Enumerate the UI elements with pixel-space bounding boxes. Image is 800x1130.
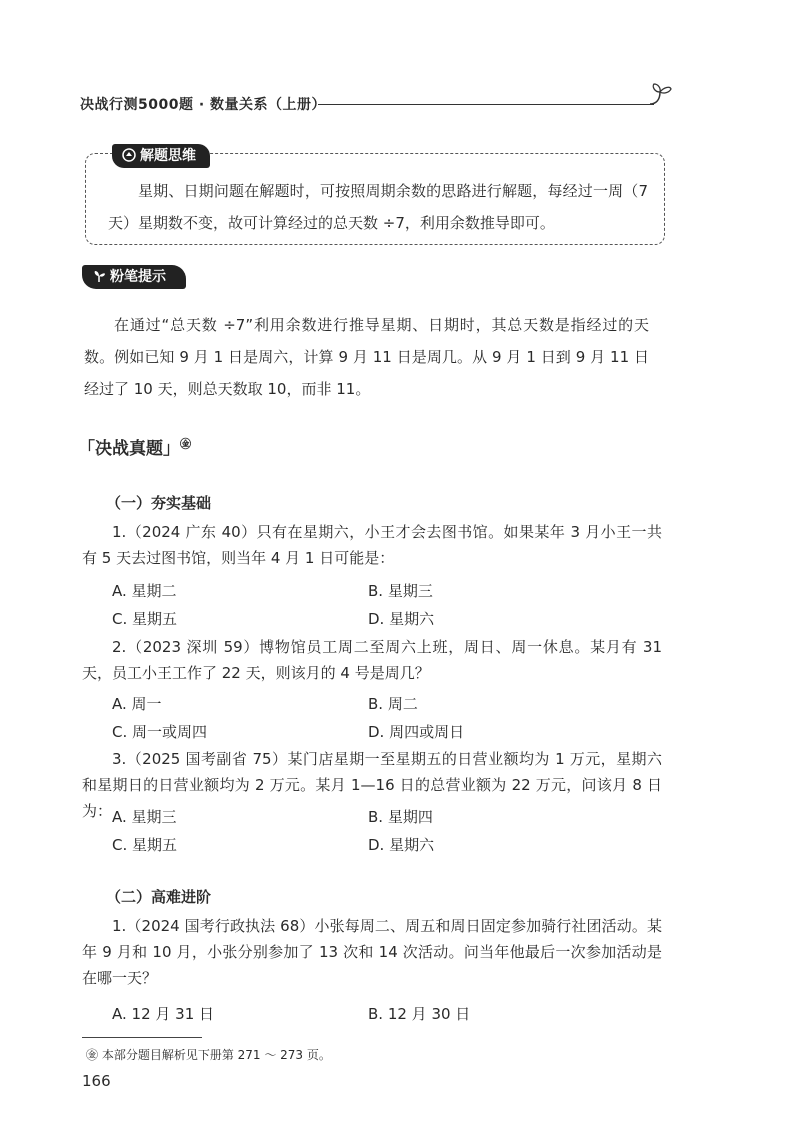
option-d: D. 星期六 — [368, 610, 435, 628]
question-stem: 2.（2023 深圳 59）博物馆员工周二至周六上班，周日、周一休息。某月有 31 天，员工小王工作了 22 天，则该月的 4 号是周几？ — [82, 638, 662, 682]
option-b: B. 周二 — [368, 695, 418, 713]
thinking-tag — [112, 144, 210, 168]
option-a: A. 星期二 — [112, 582, 177, 600]
option-c: C. 星期五 — [112, 836, 178, 854]
section-title — [78, 434, 191, 459]
question-stem: 3.（2025 国考副省 75）某门店星期一至星期五的日营业额均为 1 万元，星期六和星期日的日营业额均为 2 万元。某月 1—16 日的总营业额为 22 万元，问该月 8 日为： — [82, 750, 662, 820]
section-title-text: 「决战真题」 — [78, 439, 180, 459]
tip-text: 在通过“总天数 ÷7”利用余数进行推导星期、日期时，其总天数是指经过的天数。例如已知 9 月 1 日是周六，计算 9 月 11 日是周几。从 9 月 1 日到 9 月 11 日经过了 10 天，则总天数取 10，而非 11。 — [84, 316, 649, 398]
sprout-icon — [646, 80, 674, 108]
badge-icon — [122, 148, 136, 162]
footnote-mark: ㊎ — [180, 437, 191, 451]
option-a: A. 星期三 — [112, 808, 177, 826]
option-c: C. 周一或周四 — [112, 723, 208, 741]
thinking-label: 解题思维 — [140, 148, 196, 164]
option-b: B. 星期三 — [368, 582, 433, 600]
question-2 — [82, 634, 662, 686]
tip-tag — [82, 265, 186, 289]
header-rule — [318, 104, 654, 105]
option-d: D. 星期六 — [368, 836, 435, 854]
option-b: B. 星期四 — [368, 808, 433, 826]
running-header: 决战行测5000题 · 数量关系（上册） — [80, 97, 327, 113]
subsection-advanced: （二）高难进阶 — [106, 888, 212, 906]
option-b: B. 12 月 30 日 — [368, 1005, 471, 1023]
footnote: ㊎ 本部分题目解析见下册第 271 ～ 273 页。 — [86, 1048, 331, 1062]
option-c: C. 星期五 — [112, 610, 178, 628]
sprout-small-icon — [92, 269, 106, 283]
option-a: A. 周一 — [112, 695, 162, 713]
thinking-text: 星期、日期问题在解题时，可按照周期余数的思路进行解题，每经过一周（7天）星期数不变，故可计算经过的总天数 ÷7，利用余数推导即可。 — [108, 182, 648, 232]
question-4 — [82, 913, 662, 991]
footnote-rule — [82, 1037, 202, 1038]
subsection-basic: （一）夯实基础 — [106, 494, 212, 512]
question-stem: 1.（2024 国考行政执法 68）小张每周二、周五和周日固定参加骑行社团活动。某年 9 月和 10 月，小张分别参加了 13 次和 14 次活动。问当年他最后一次参加活动是在哪一天？ — [82, 917, 662, 987]
tip-label: 粉笔提示 — [110, 269, 166, 285]
question-stem: 1.（2024 广东 40）只有在星期六，小王才会去图书馆。如果某年 3 月小王一共有 5 天去过图书馆，则当年 4 月 1 日可能是： — [82, 523, 662, 567]
option-a: A. 12 月 31 日 — [112, 1005, 215, 1023]
option-d: D. 周四或周日 — [368, 723, 465, 741]
question-1 — [82, 519, 662, 571]
page-number: 166 — [82, 1072, 111, 1090]
